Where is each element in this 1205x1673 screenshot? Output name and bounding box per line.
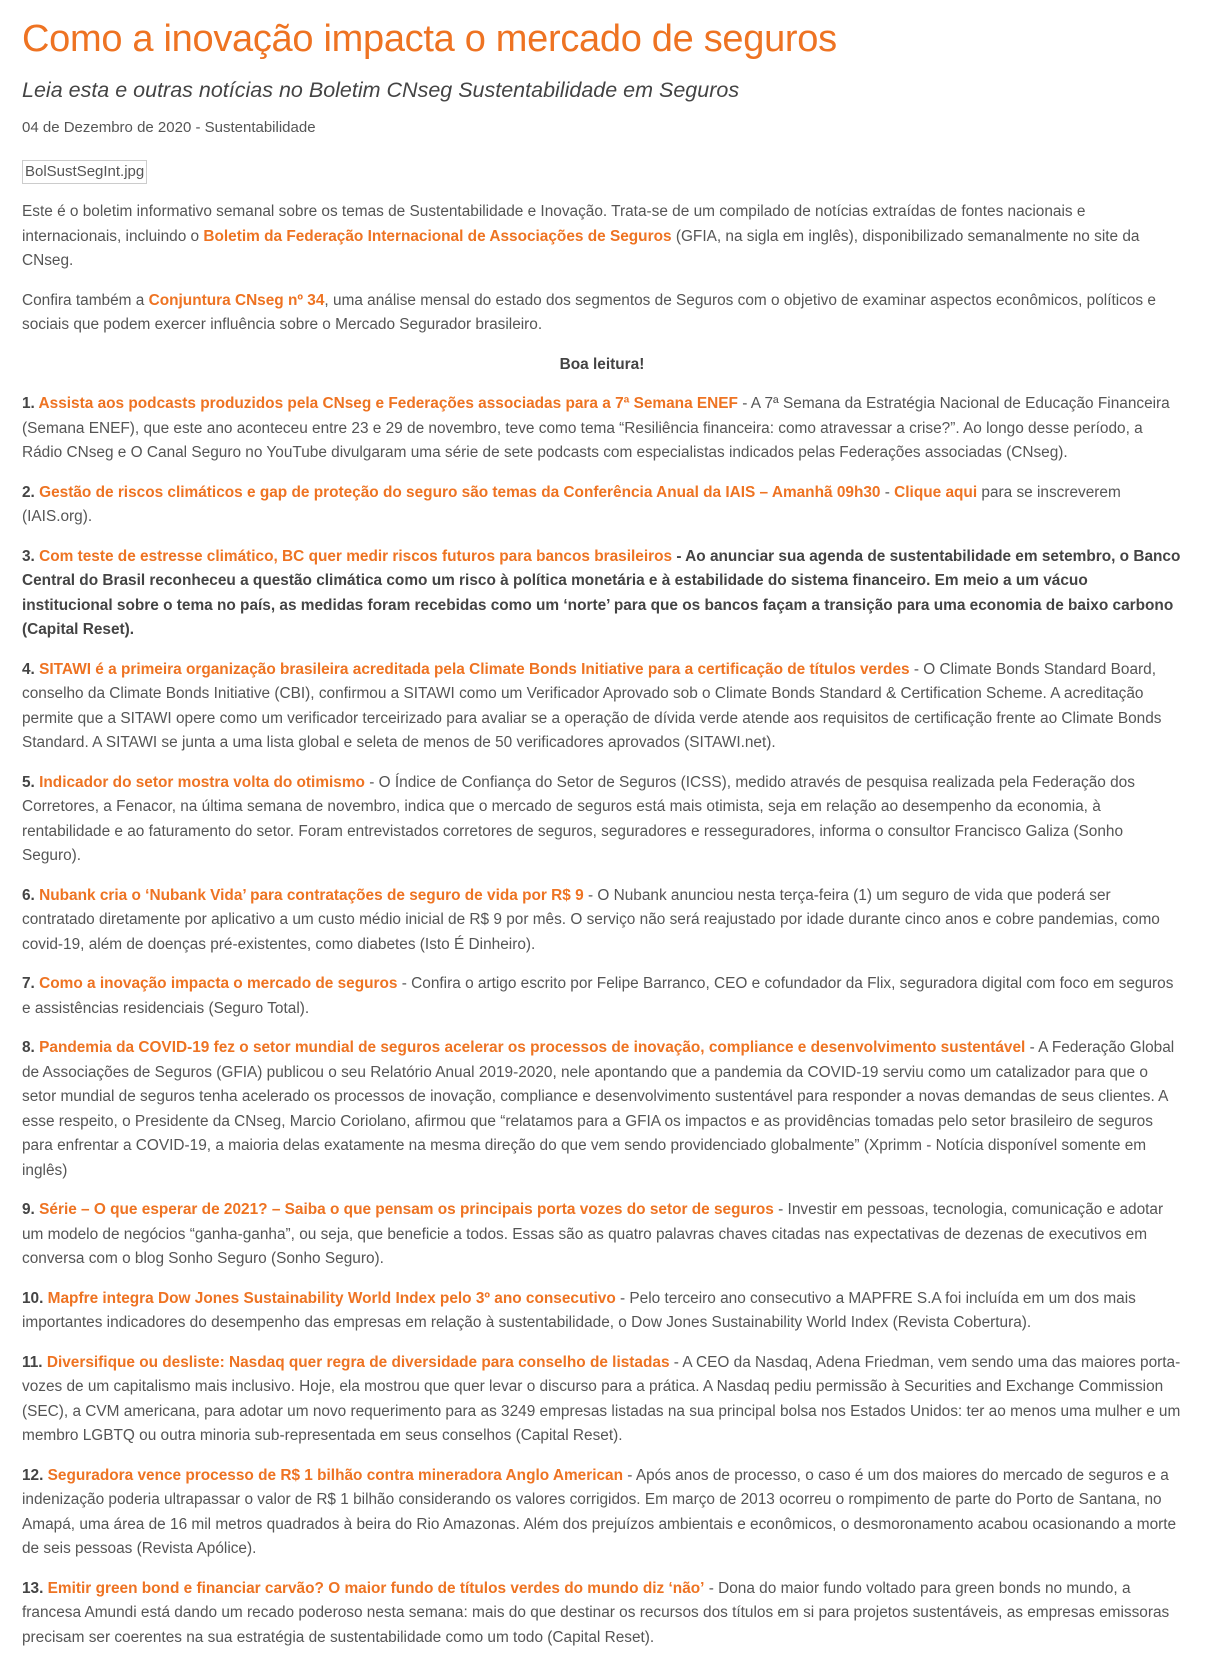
news-item [22, 1351, 1182, 1449]
article-date-category: 04 de Dezembro de 2020 - Sustentabilidade [22, 119, 316, 136]
news-item-summary: - A 7ª Semana da Estratégia Nacional de Educação Financeira (Semana ENEF), que este ano aconteceu entre 23 e 29 de novembro, teve como tema “Resiliência financeira: como atravessar a crise?”. Ao longo desse período, a Rádio CNseg e O Canal Seguro no YouTube divulgaram uma série de sete podcasts com especialistas indicados pelas Federações associadas (CNseg). [22, 395, 1170, 461]
news-item-summary: - Após anos de processo, o caso é um dos maiores do mercado de seguros e a indenização poderia ultrapassar o valor de R$ 1 bilhão considerando os valores corrigidos. Em março de 2013 ocorreu o rompimento de parte do Porto de Santana, no Amapá, uma área de 16 mil metros quadrados à beira do Rio Amazonas. Além dos prejuízos ambientais e econômicos, o desmoronamento acabou ocasionando a morte de seis pessoas (Revista Apólice). [22, 1466, 1177, 1557]
news-item-number: 7. [22, 975, 40, 992]
news-item [22, 658, 1182, 756]
news-item [22, 884, 1182, 958]
news-item-link[interactable]: SITAWI é a primeira organização brasileira acreditada pela Climate Bonds Initiative para a certificação de títulos verdes [39, 660, 910, 678]
news-item-number: 2. [22, 483, 40, 501]
news-item [22, 545, 1182, 643]
news-item-link[interactable]: Diversifique ou desliste: Nasdaq quer regra de diversidade para conselho de listadas [46, 1353, 670, 1371]
news-item-number: 10. [22, 1289, 48, 1307]
news-item-number: 6. [22, 886, 40, 904]
news-item-number: 12. [22, 1466, 48, 1484]
news-item-number: 5. [22, 773, 40, 791]
intro-text: (GFIA, na sigla em inglês), disponibilizado semanalmente no site da CNseg. [22, 227, 1140, 269]
conjuntura-link[interactable]: Conjuntura CNseg nº 34 [148, 291, 325, 309]
intro-paragraph [22, 200, 1182, 274]
broken-image: BolSustSegInt.jpg [22, 160, 147, 184]
news-item-link[interactable]: Mapfre integra Dow Jones Sustainability World Index pelo 3º ano consecutivo [47, 1289, 616, 1307]
news-item-number: 11. [22, 1353, 47, 1371]
news-item-link[interactable]: Indicador do setor mostra volta do otimismo [39, 773, 365, 791]
news-item-summary: - A CEO da Nasdaq, Adena Friedman, vem sendo uma das maiores porta-vozes de um capitalismo mais inclusivo. Hoje, ela mostrou que quer levar o discurso para a prática. A Nasdaq pediu permissão à Securities and Exchange Commission (SEC), a CVM americana, para adotar um novo requerimento para as 3249 empresas listadas na sua principal bolsa nos Estados Unidos: ter ao menos uma mulher e um membro LGBTQ ou outra minoria sub-representada em seus conselhos (Capital Reset). [22, 1353, 1181, 1444]
news-item-summary: - Confira o artigo escrito por Felipe Barranco, CEO e cofundador da Flix, seguradora digital com foco em seguros e assistências residenciais (Seguro Total). [22, 975, 1174, 1017]
news-item-number: 8. [22, 1039, 40, 1056]
news-item-link[interactable]: Série – O que esperar de 2021? – Saiba o que pensam os principais porta vozes do setor de seguros [39, 1201, 774, 1218]
page-title: Como a inovação impacta o mercado de seguros [22, 18, 837, 60]
news-item-summary: - A Federação Global de Associações de Seguros (GFIA) publicou o seu Relatório Anual 2019-2020, nele apontando que a pandemia da COVID-19 serviu como um catalizador para que o setor mundial de seguros tenha acelerado os processos de inovação, compliance e desenvolvimento sustentável para responder a novas demandas de seus clientes. A esse respeito, o Presidente da CNseg, Marcio Coriolano, afirmou que “relatamos para a GFIA os impactos e as providências tomadas pelo setor brasileiro de seguros para enfrentar a COVID-19, a maioria delas exatamente na mesma direção do que vem sendo providenciado globalmente” (Xprimm - Notícia disponível somente em inglês) [22, 1039, 1175, 1179]
news-item-link[interactable]: Com teste de estresse climático, BC quer medir riscos futuros para bancos brasileiros [39, 547, 673, 565]
subscribe-link[interactable]: Clique aqui [894, 483, 978, 501]
news-item [22, 392, 1182, 466]
news-item-link[interactable]: Assista aos podcasts produzidos pela CNseg e Federações associadas para a 7ª Semana ENEF [38, 395, 738, 412]
news-item [22, 972, 1182, 1021]
news-item-link[interactable]: Nubank cria o ‘Nubank Vida’ para contratações de seguro de vida por R$ 9 [39, 886, 584, 904]
news-item [22, 1198, 1182, 1272]
news-item-summary: - Dona do maior fundo voltado para green bonds no mundo, a francesa Amundi está dando um recado poderoso nesta semana: mais do que destinar os recursos dos títulos em si para projetos sustentáveis, as empresas emissoras precisam ser coerentes na sua estratégia de sustentabilidade como um todo (Capital Reset). [22, 1579, 1170, 1646]
conjuntura-paragraph [22, 289, 1182, 338]
news-item-link[interactable]: Gestão de riscos climáticos e gap de proteção do seguro são temas da Conferência Anual da IAIS – Amanhã 09h30 [39, 483, 881, 501]
greeting: Boa leitura! [559, 355, 645, 373]
news-item [22, 771, 1182, 869]
news-item-summary: - O Nubank anunciou nesta terça-feira (1) um seguro de vida que poderá ser contratado diretamente por aplicativo a um custo médio inicial de R$ 9 por mês. O serviço não será reajustado por idade durante cinco anos e cobre pandemias, como covid-19, além de doenças pré-existentes, como diabetes (Isto É Dinheiro). [22, 886, 1160, 953]
news-item-link[interactable]: Seguradora vence processo de R$ 1 bilhão contra mineradora Anglo American [47, 1466, 623, 1484]
news-item [22, 1577, 1182, 1651]
news-item-summary: - O Índice de Confiança do Setor de Seguros (ICSS), medido através de pesquisa realizada pela Federação dos Corretores, a Fenacor, na última semana de novembro, indica que o mercado de seguros está mais otimista, seja em relação ao desempenho da economia, à rentabilidade e ao faturamento do setor. Foram entrevistados corretores de seguros, seguradores e resseguradores, informa o consultor Francisco Galiza (Sonho Seguro). [22, 773, 1135, 864]
news-item-link[interactable]: Como a inovação impacta o mercado de seguros [39, 975, 398, 992]
intro-text: Confira também a [22, 291, 149, 309]
news-item-summary: - Investir em pessoas, tecnologia, comunicação e adotar um modelo de negócios “ganha-ganha”, ou seja, que beneficie a todos. Essas são as quatro palavras chaves citadas nas expectativas de dezenas de executivos em conversa com o blog Sonho Seguro (Sonho Seguro). [22, 1201, 1164, 1267]
news-item [22, 1036, 1182, 1183]
news-item-number: 4. [22, 660, 40, 678]
gfia-bulletin-link[interactable]: Boletim da Federação Internacional de Associações de Seguros [203, 227, 672, 245]
news-item [22, 1287, 1182, 1336]
news-list [22, 392, 1182, 1650]
news-item-summary: para se inscreverem (IAIS.org). [22, 483, 1121, 525]
news-item-link[interactable]: Pandemia da COVID-19 fez o setor mundial de seguros acelerar os processos de inovação, compliance e desenvolvimento sustentável [39, 1039, 1026, 1056]
news-item-number: 9. [22, 1201, 40, 1218]
news-item-number: 1. [22, 395, 39, 412]
news-item-number: 13. [22, 1579, 48, 1597]
news-item-number: 3. [22, 547, 40, 565]
article-subtitle: Leia esta e outras notícias no Boletim CNseg Sustentabilidade em Seguros [22, 78, 740, 102]
intro-text: Este é o boletim informativo semanal sobre os temas de Sustentabilidade e Inovação. Trata-se de um compilado de notícias extraídas de fontes nacionais e internacionais, incluindo o [22, 203, 1086, 245]
news-item-summary: - Pelo terceiro ano consecutivo a MAPFRE S.A foi incluída em um dos mais importantes indicadores do desempenho das empresas em relação à sustentabilidade, o Dow Jones Sustainability World Index (Revista Cobertura). [22, 1289, 1136, 1331]
news-item-summary: - [880, 483, 895, 501]
news-item [22, 1464, 1182, 1562]
news-item-summary: - Ao anunciar sua agenda de sustentabilidade em setembro, o Banco Central do Brasil reconheceu a questão climática como um risco à política monetária e à estabilidade do sistema financeiro. Em meio a um vácuo institucional sobre o tema no país, as medidas foram recebidas como um ‘norte’ para que os bancos façam a transição para uma economia de baixo carbono (Capital Reset). [22, 547, 1181, 638]
news-item-link[interactable]: Emitir green bond e financiar carvão? O maior fundo de títulos verdes do mundo diz ‘não’ [47, 1579, 705, 1597]
news-item [22, 481, 1182, 530]
news-item-summary: - O Climate Bonds Standard Board, conselho da Climate Bonds Initiative (CBI), confirmou a SITAWI como um Verificador Aprovado sob o Climate Bonds Standard & Certification Scheme. A acreditação permite que a SITAWI opere como um verificador terceirizado para avaliar se a operação de dívida verde atende aos requisitos de certificação frente ao Climate Bonds Standard. A SITAWI se junta a uma lista global e seleta de menos de 50 verificadores aprovados (SITAWI.net). [22, 660, 1162, 751]
intro-text: , uma análise mensal do estado dos segmentos de Seguros com o objetivo de examinar aspectos econômicos, políticos e sociais que podem exercer influência sobre o Mercado Segurador brasileiro. [22, 291, 1156, 333]
